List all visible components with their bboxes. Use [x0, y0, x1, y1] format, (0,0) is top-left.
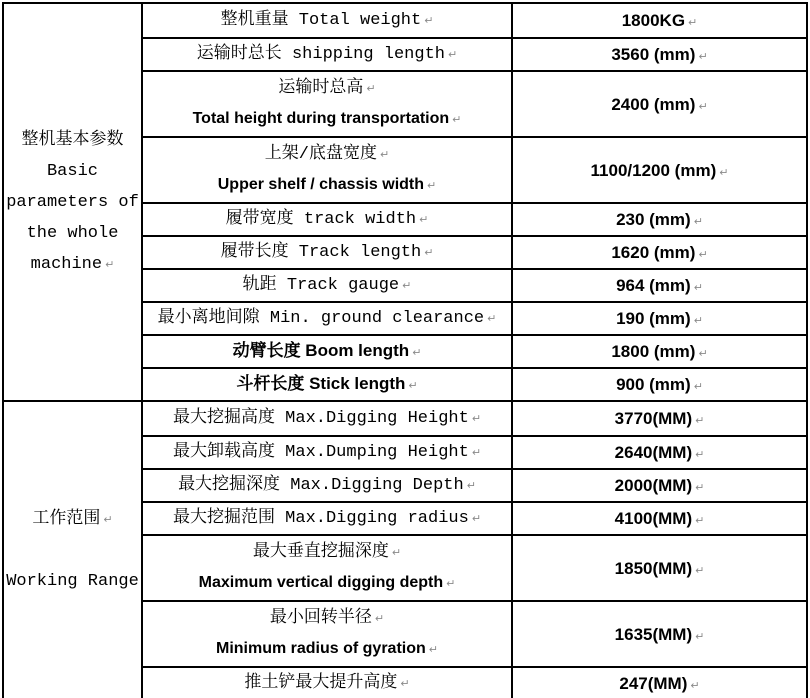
paragraph-mark-icon: ↵ — [424, 13, 434, 27]
spec-table — [2, 2, 808, 698]
row-label-en: Maximum vertical digging depth ↵ — [198, 573, 456, 591]
paragraph-mark-icon: ↵ — [105, 257, 115, 271]
row-label: 推土铲最大提升高度 ↵ — [244, 673, 410, 693]
paragraph-mark-icon: ↵ — [693, 281, 703, 294]
paragraph-mark-icon: ↵ — [374, 611, 385, 625]
row-value: 190 (mm) ↵ — [616, 309, 703, 328]
table-row — [143, 402, 806, 435]
section-header-line: 工作范围 ↵ — [32, 510, 113, 529]
row-value: 2400 (mm) ↵ — [611, 94, 708, 114]
paragraph-mark-icon: ↵ — [471, 411, 482, 425]
paragraph-mark-icon: ↵ — [424, 245, 434, 259]
section-header-basic — [4, 4, 143, 400]
paragraph-mark-icon: ↵ — [690, 679, 700, 692]
section-basic-parameters — [4, 4, 806, 400]
table-row — [143, 268, 806, 301]
paragraph-mark-icon: ↵ — [408, 378, 418, 392]
table-row — [143, 534, 806, 600]
row-label: 最大挖掘范围 Max.Digging radius ↵ — [172, 508, 482, 528]
paragraph-mark-icon: ↵ — [698, 347, 708, 360]
row-label-zh: 最大垂直挖掘深度 ↵ — [252, 542, 402, 562]
row-value: 1635(MM) ↵ — [614, 624, 705, 644]
paragraph-mark-icon: ↵ — [695, 629, 705, 643]
row-label: 履带宽度 track width ↵ — [225, 209, 429, 229]
section-header-line: parameters of — [6, 192, 139, 212]
paragraph-mark-icon: ↵ — [695, 481, 705, 494]
row-value: 1100/1200 (mm) ↵ — [590, 160, 729, 180]
row-label: 最大卸载高度 Max.Dumping Height ↵ — [172, 442, 482, 462]
paragraph-mark-icon: ↵ — [379, 147, 390, 161]
paragraph-mark-icon: ↵ — [466, 478, 476, 492]
table-row — [143, 666, 806, 698]
table-row — [143, 600, 806, 666]
row-value: 4100(MM) ↵ — [614, 509, 705, 528]
row-value: 1620 (mm) ↵ — [611, 243, 708, 262]
table-row — [143, 4, 806, 37]
row-label-en: Upper shelf / chassis width ↵ — [217, 175, 437, 193]
row-value: 1850(MM) ↵ — [614, 558, 705, 578]
row-value: 3770(MM) ↵ — [614, 409, 705, 428]
table-row — [143, 136, 806, 202]
row-label-zh: 运输时总高 ↵ — [278, 78, 376, 98]
row-value: 2000(MM) ↵ — [614, 476, 705, 495]
paragraph-mark-icon: ↵ — [446, 576, 456, 590]
row-label: 运输时总长 shipping length ↵ — [196, 44, 458, 64]
table-row — [143, 501, 806, 534]
paragraph-mark-icon: ↵ — [695, 514, 705, 527]
row-label-en: Minimum radius of gyration ↵ — [215, 639, 438, 657]
paragraph-mark-icon: ↵ — [419, 212, 429, 226]
table-row — [143, 37, 806, 70]
row-value: 230 (mm) ↵ — [616, 210, 703, 229]
table-row — [143, 435, 806, 468]
paragraph-mark-icon: ↵ — [693, 314, 703, 327]
section-header-line: 整机基本参数 — [21, 130, 124, 150]
section-header-line: machine ↵ — [30, 254, 115, 274]
table-row — [143, 301, 806, 334]
section-rows — [143, 4, 806, 400]
table-row — [143, 367, 806, 400]
paragraph-mark-icon: ↵ — [487, 311, 497, 325]
section-header-line: Basic — [46, 161, 98, 181]
row-label-en: Total height during transportation ↵ — [192, 109, 462, 127]
section-header-working-range — [4, 402, 143, 698]
row-value: 1800KG ↵ — [621, 11, 698, 30]
section-header-line: Working Range — [6, 572, 139, 591]
paragraph-mark-icon: ↵ — [391, 545, 402, 559]
row-value: 964 (mm) ↵ — [616, 276, 703, 295]
paragraph-mark-icon: ↵ — [103, 513, 113, 526]
paragraph-mark-icon: ↵ — [695, 414, 705, 427]
paragraph-mark-icon: ↵ — [698, 50, 708, 63]
row-value: 900 (mm) ↵ — [616, 375, 703, 394]
row-label: 最小离地间隙 Min. ground clearance ↵ — [157, 308, 497, 328]
paragraph-mark-icon: ↵ — [688, 16, 698, 29]
row-label-zh: 上架/底盘宽度 ↵ — [264, 144, 390, 164]
row-label: 斗杆长度 Stick length ↵ — [236, 373, 418, 393]
paragraph-mark-icon: ↵ — [471, 511, 482, 525]
row-label: 整机重量 Total weight ↵ — [220, 10, 434, 30]
paragraph-mark-icon: ↵ — [719, 165, 729, 179]
paragraph-mark-icon: ↵ — [448, 47, 458, 61]
row-value: 3560 (mm) ↵ — [611, 45, 708, 64]
paragraph-mark-icon: ↵ — [471, 445, 482, 459]
paragraph-mark-icon: ↵ — [698, 248, 708, 261]
table-row — [143, 334, 806, 367]
row-label: 履带长度 Track length ↵ — [220, 242, 434, 262]
table-row — [143, 468, 806, 501]
paragraph-mark-icon: ↵ — [412, 345, 422, 359]
row-value: 247(MM) ↵ — [619, 674, 700, 693]
row-label: 动臂长度 Boom length ↵ — [232, 340, 422, 360]
paragraph-mark-icon: ↵ — [400, 676, 410, 690]
paragraph-mark-icon: ↵ — [693, 380, 703, 393]
table-row — [143, 235, 806, 268]
row-value: 1800 (mm) ↵ — [611, 342, 708, 361]
paragraph-mark-icon: ↵ — [693, 215, 703, 228]
row-label-zh: 最小回转半径 ↵ — [269, 608, 385, 628]
section-rows — [143, 402, 806, 698]
row-label: 最大挖掘高度 Max.Digging Height ↵ — [172, 408, 482, 428]
row-value: 2640(MM) ↵ — [614, 443, 705, 462]
paragraph-mark-icon: ↵ — [366, 81, 376, 95]
row-label: 最大挖掘深度 Max.Digging Depth ↵ — [178, 475, 476, 495]
row-label: 轨距 Track gauge ↵ — [242, 275, 412, 295]
paragraph-mark-icon: ↵ — [452, 112, 462, 126]
table-row — [143, 70, 806, 136]
section-working-range — [4, 400, 806, 698]
section-header-line: the whole — [26, 223, 119, 243]
paragraph-mark-icon: ↵ — [695, 563, 705, 577]
paragraph-mark-icon: ↵ — [427, 178, 437, 192]
paragraph-mark-icon: ↵ — [695, 448, 705, 461]
paragraph-mark-icon: ↵ — [698, 99, 708, 113]
paragraph-mark-icon: ↵ — [428, 642, 438, 656]
paragraph-mark-icon: ↵ — [402, 278, 412, 292]
table-row — [143, 202, 806, 235]
